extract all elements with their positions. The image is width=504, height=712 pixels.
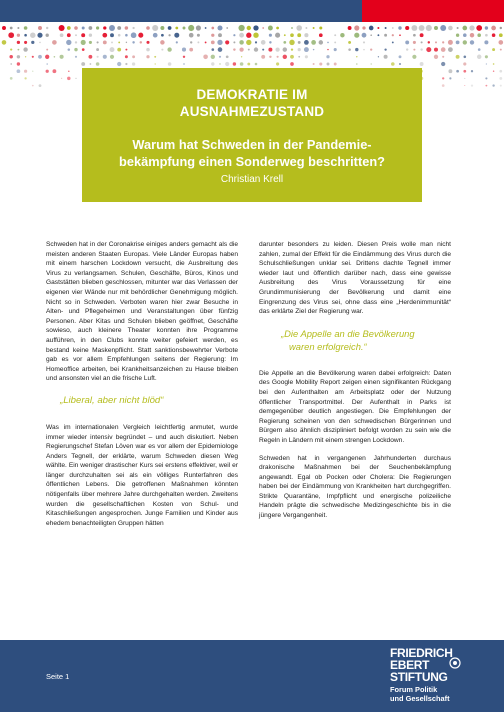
right-column: [259, 240, 451, 529]
page-number: Seite 1: [46, 672, 70, 681]
article-title: Warum hat Schweden in der Pandemie- bekämpfung einen Sonderweg beschritten?: [119, 137, 385, 169]
logo-seal-icon: [449, 657, 461, 669]
left-column: [46, 240, 238, 536]
paragraph: Schweden hat in der Coronakrise einiges anders gemacht als die meisten anderen Staaten Europas. Viele Länder Europas haben mit einem harschen Lockdown versucht, die Ausbreitung des Virus zu verlangsamen. Schulen, Geschäfte, Büros, Kinos und Gaststätten blieben geschlossen, mitunter war das Verlassen der eigenen vier Wände nur mit behördlicher Genehmigung möglich. Nicht so in Schweden. Verboten waren hier zwar Besuche in Alten- und Pflegeheimen und Veranstaltungen über fünfzig Personen. Aber Kitas und Schulen blieben geöffnet, Geschäfte sowieso, auch kleinere Theater konnten ihre Programme aufführen, in den Clubs konnte weiter gefeiert werden, es bestand keine Maskenpflicht. Statt sanktionsbewehrter Verbote gab es vor allem Empfehlungen seitens der Regierung: Im Homeoffice arbeiten, bei Krankheitsanzeichen zu Hause bleiben und ansonsten viel an die frische Luft.: [46, 241, 238, 383]
title-banner: [82, 68, 422, 202]
foundation-logo: FRIEDRICH EBERT STIFTUNG Forum Politik und Gesellschaft: [390, 646, 453, 703]
article-author: Christian Krell: [220, 174, 284, 185]
paragraph: Was im internationalen Vergleich leichtfertig anmutet, wurde immer wieder intensiv begründet – und auch diskutiert. Neben Regierungschef Stefan Löven war es vor allem der Epidemiologe Anders Tegnell, der erklärte, warum Schweden diesen Weg wählte. Ein weniger drastischer Kurs sei erstens effektiver, weil er länger durchzuhalten sei als ein völliges Runterfahren des öffentlichen Lebens. Die getroffenen Maßnahmen könnten nötigenfalls über mehrere Jahre durchgehalten werden. Zweitens wurden die gesellschaftlichen Kosten von Schul- und Kitaschließungen angesprochen. Junge Familien und Kinder aus ehedem benachteiligten Gruppen hätten: [46, 423, 238, 527]
paragraph: Schweden hat in vergangenen Jahrhunderten durchaus drakonische Maßnahmen bei der Seuchenbekämpfung angewandt. Egal ob Pocken oder Cholera: Die Regierungen haben bei der Eindämmung von Krankheiten hart durchgegriffen. Strikte Quarantäne, Impfpflicht und energische polizeiliche Handeln prägte die schwedische Medizingeschichte bis in die jüngere Vergangenheit.: [259, 454, 451, 520]
footer-bar: [0, 640, 504, 712]
pull-quote: „Die Appelle an die Bevölkerung waren erfolgreich.“: [281, 327, 415, 352]
paragraph: Die Appelle an die Bevölkerung waren dabei erfolgreich: Daten des Google Mobility Report zeigen einen signifikanten Rückgang bei den Aufenthalten am Arbeitsplatz oder der Nutzung öffentlicher Transportmittel. Der Aufenthalt in Parks ist demgegenüber deutlich angestiegen. Die Empfehlungen der Regierung scheinen von den schwedischen Bürgerinnen und Bürgern also ähnlich diszipliniert befolgt worden zu sein wie die Regeln in Ländern mit einem strengen Lockdown.: [259, 369, 451, 444]
series-heading: DEMOKRATIE IM AUSNAHMEZUSTAND: [179, 87, 325, 119]
pull-quote: „Liberal, aber nicht blöd“: [60, 394, 164, 406]
top-red-accent: [362, 0, 504, 22]
paragraph: darunter besonders zu leiden. Diesen Preis wolle man nicht zahlen, zumal der Effekt für die Eindämmung des Virus durch die Schulschließungen unklar sei. Drittens dachte Tegnell immer wieder laut und öffentlich darüber nach, dass eine gewisse Ausbreitung des Virus Voraussetzung für eine Grundimmunisierung der Bevölkerung und damit eine Eingrenzung des Virus sei, ohne dass eine „Herdenimmunität“ das erklärte Ziel der Regierung war.: [259, 241, 451, 316]
